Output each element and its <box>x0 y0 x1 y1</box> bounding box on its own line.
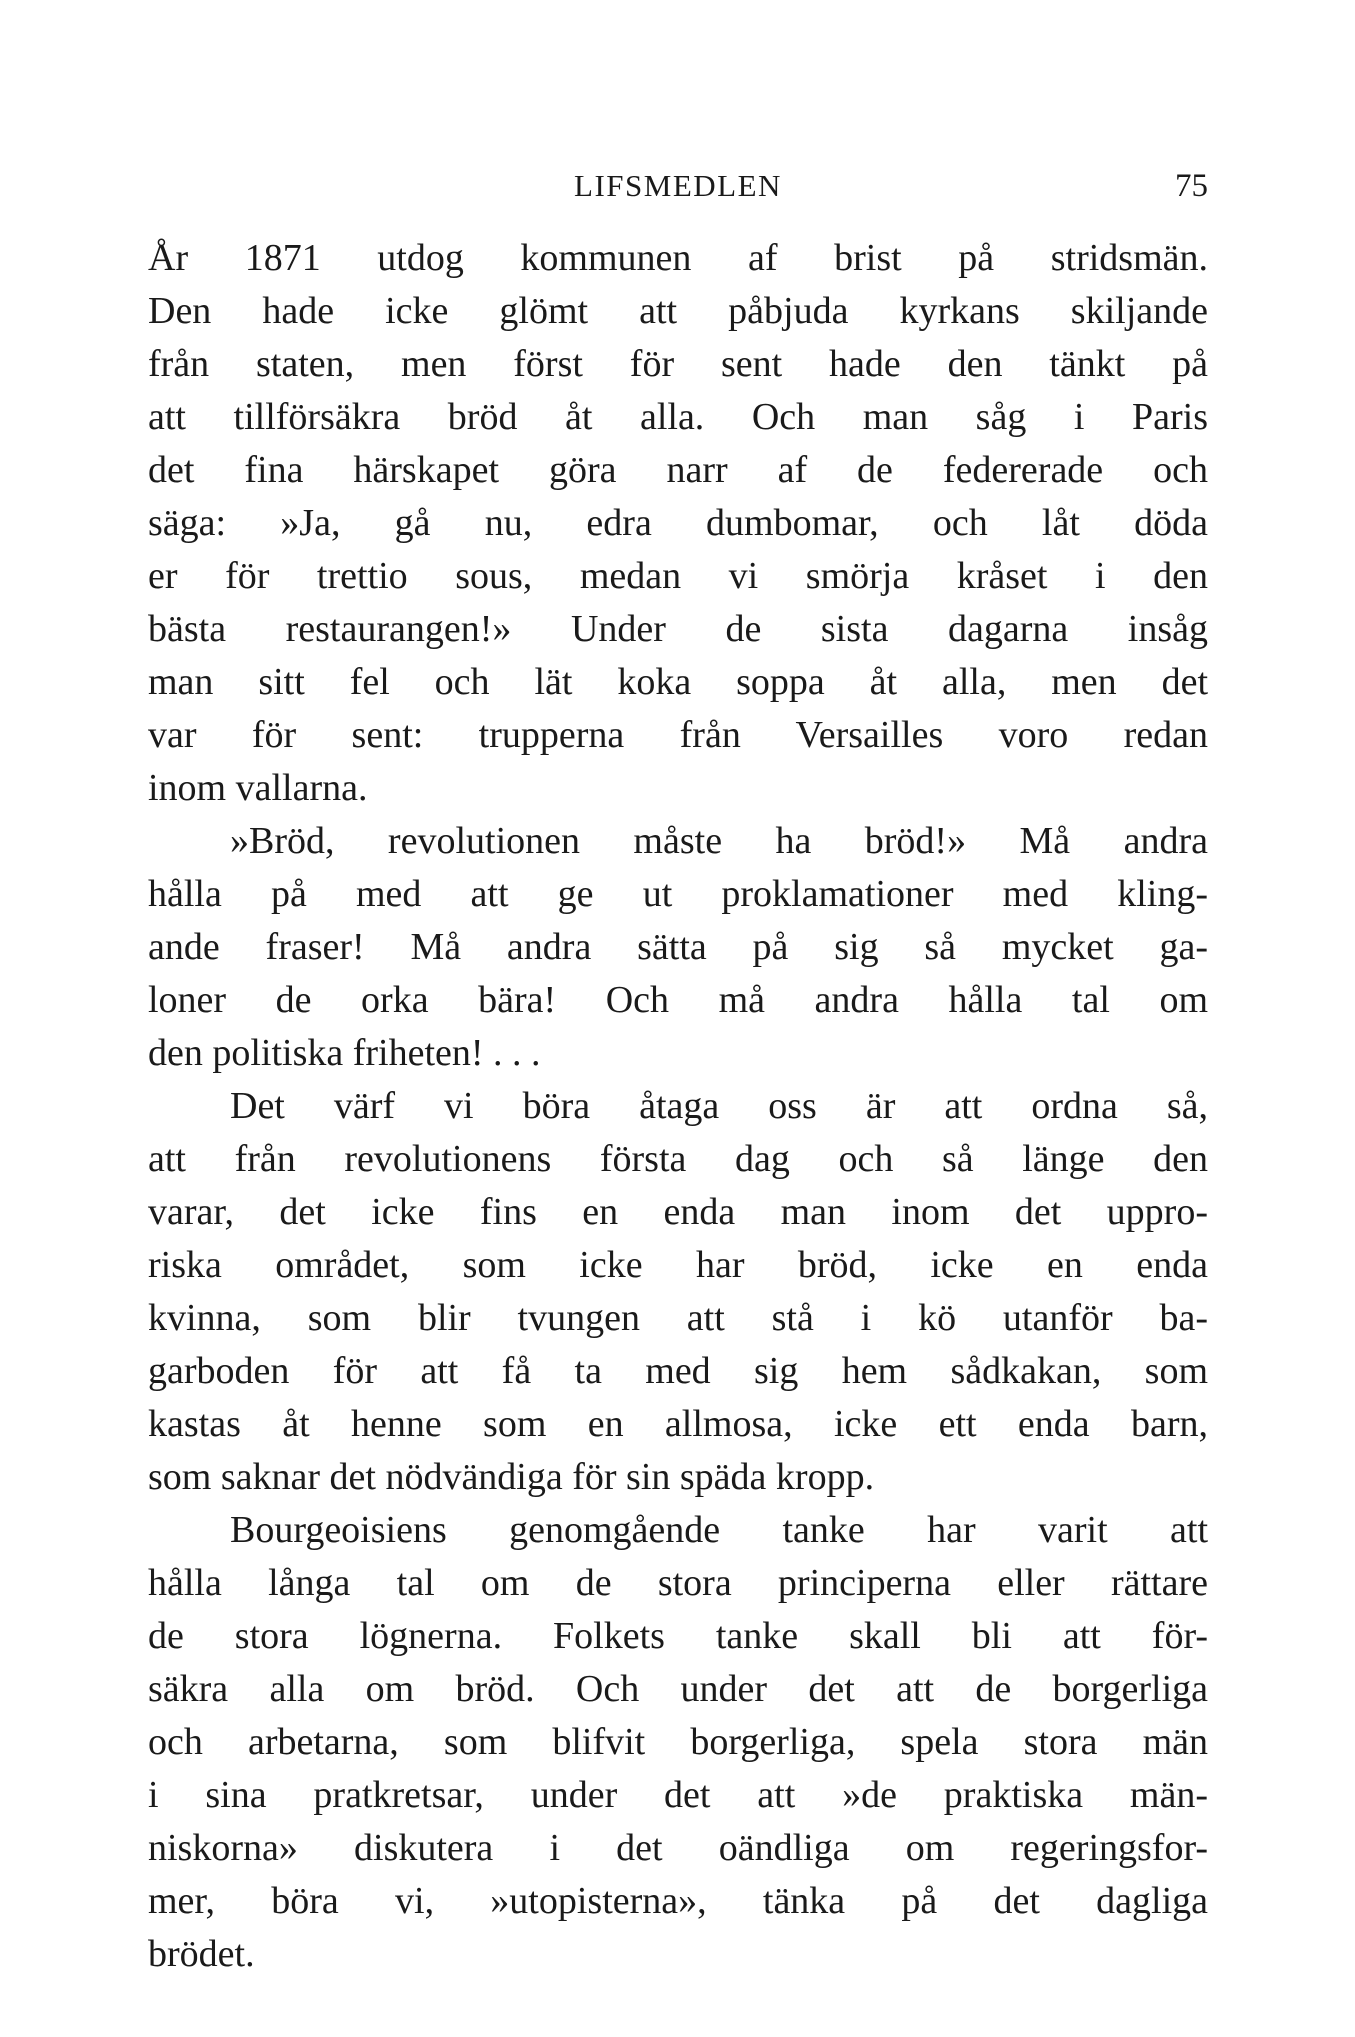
text-line: Bourgeoisiens genomgående tanke har varit att <box>230 1509 1208 1551</box>
text-line: Det värf vi böra åtaga oss är att ordna så, <box>230 1085 1208 1127</box>
text-line: ande fraser! Må andra sätta på sig så mycket ga- <box>148 926 1208 968</box>
text-line: kvinna, som blir tvungen att stå i kö utanför ba- <box>148 1297 1208 1339</box>
text-line: »Bröd, revolutionen måste ha bröd!» Må andra <box>230 820 1208 862</box>
text-line: var för sent: trupperna från Versailles voro redan <box>148 714 1208 756</box>
text-line: den politiska friheten! . . . <box>148 1032 541 1074</box>
page-number: 75 <box>1175 168 1208 204</box>
text-line: riska området, som icke har bröd, icke en enda <box>148 1244 1208 1286</box>
text-line: varar, det icke fins en enda man inom det uppro- <box>148 1191 1208 1233</box>
running-head <box>148 168 1208 212</box>
text-line: från staten, men först för sent hade den tänkt på <box>148 343 1208 385</box>
text-line: de stora lögnerna. Folkets tanke skall bli att för- <box>148 1615 1208 1657</box>
text-line: brödet. <box>148 1933 255 1975</box>
text-line: loner de orka bära! Och må andra hålla tal om <box>148 979 1208 1021</box>
text-line: bästa restaurangen!» Under de sista dagarna insåg <box>148 608 1208 650</box>
text-line: År 1871 utdog kommunen af brist på stridsmän. <box>148 237 1208 279</box>
text-line: säga: »Ja, gå nu, edra dumbomar, och låt döda <box>148 502 1208 544</box>
text-line: i sina pratkretsar, under det att »de praktiska män- <box>148 1774 1208 1816</box>
text-line: inom vallarna. <box>148 767 368 809</box>
text-line: mer, böra vi, »utopisterna», tänka på det dagliga <box>148 1880 1208 1922</box>
text-line: Den hade icke glömt att påbjuda kyrkans skiljande <box>148 290 1208 332</box>
text-line: niskorna» diskutera i det oändliga om regeringsfor- <box>148 1827 1208 1869</box>
text-line: kastas åt henne som en allmosa, icke ett enda barn, <box>148 1403 1208 1445</box>
text-line: det fina härskapet göra narr af de federerade och <box>148 449 1208 491</box>
text-line: att från revolutionens första dag och så länge den <box>148 1138 1208 1180</box>
text-line: er för trettio sous, medan vi smörja kråset i den <box>148 555 1208 597</box>
body-text <box>148 232 1208 1981</box>
text-line: att tillförsäkra bröd åt alla. Och man såg i Paris <box>148 396 1208 438</box>
text-line: man sitt fel och lät koka soppa åt alla, men det <box>148 661 1208 703</box>
text-line: och arbetarna, som blifvit borgerliga, spela stora män <box>148 1721 1208 1763</box>
running-title: LIFSMEDLEN <box>574 168 782 203</box>
text-line: hålla på med att ge ut proklamationer med kling- <box>148 873 1208 915</box>
text-line: som saknar det nödvändiga för sin späda kropp. <box>148 1456 875 1498</box>
text-line: säkra alla om bröd. Och under det att de borgerliga <box>148 1668 1208 1710</box>
text-line: hålla långa tal om de stora principerna eller rättare <box>148 1562 1208 1604</box>
text-line: garboden för att få ta med sig hem sådkakan, som <box>148 1350 1208 1392</box>
